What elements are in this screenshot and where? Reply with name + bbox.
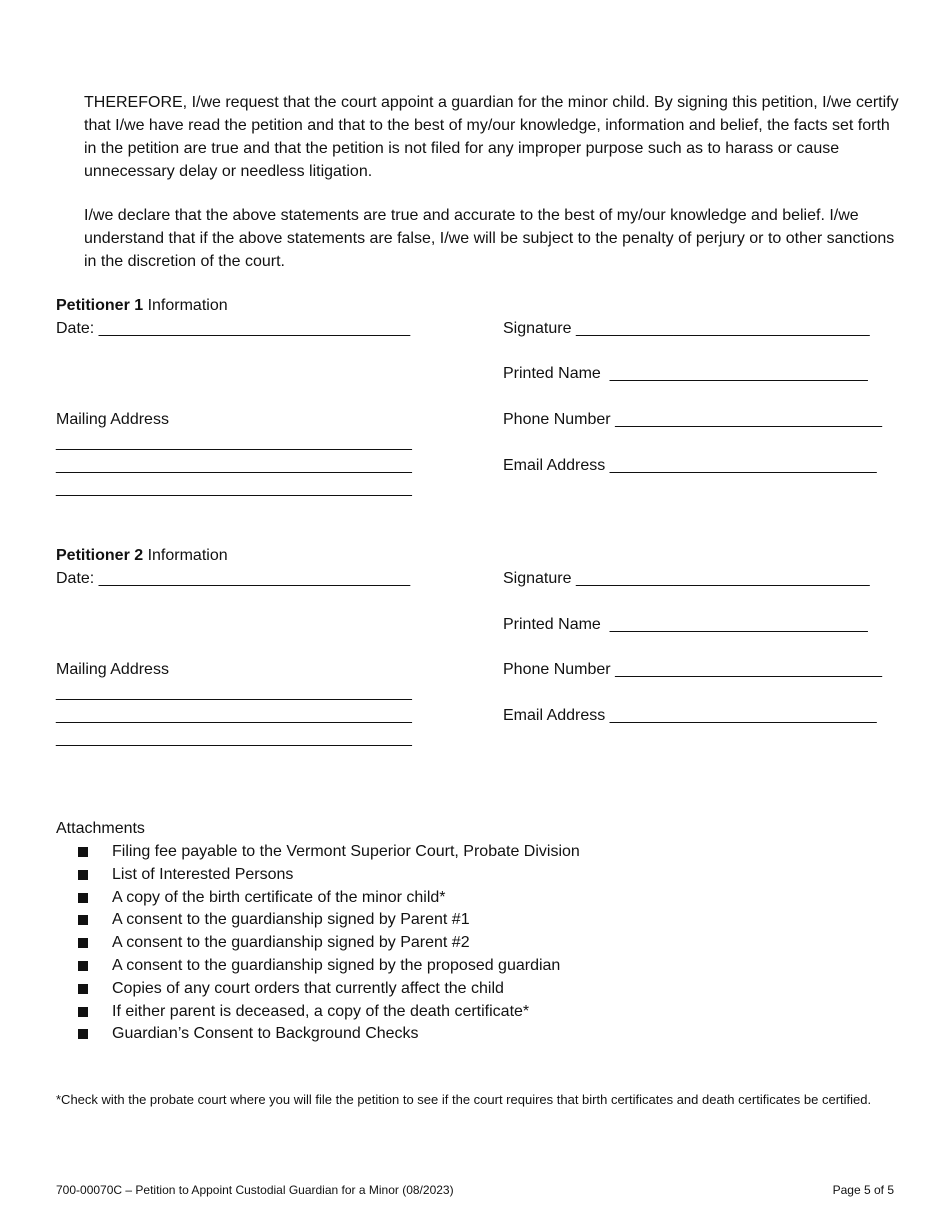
list-item	[78, 842, 580, 865]
list-item	[78, 910, 580, 933]
square-bullet-icon	[78, 1007, 88, 1017]
list-item	[78, 1024, 580, 1047]
petitioner-2-address-line-3[interactable]: ________________________________________	[56, 730, 412, 747]
square-bullet-icon	[78, 915, 88, 925]
square-bullet-icon	[78, 984, 88, 994]
petitioner-2-title-suffix: Information	[143, 547, 228, 564]
petitioner-1-email-field[interactable]: Email Address ______________________________	[503, 457, 877, 474]
list-item	[78, 979, 580, 1002]
declaration-paragraph: I/we declare that the above statements are true and accurate to the best of my/our knowledge and belief. I/we understand that if the above statements are false, I/we will be subject to the penalty of perjury or to other sanctions in the discretion of the court.	[84, 207, 895, 270]
list-item	[78, 888, 580, 911]
petitioner-1-address-line-1[interactable]: ________________________________________	[56, 434, 412, 451]
square-bullet-icon	[78, 1029, 88, 1039]
petitioner-1-address-line-2[interactable]: ________________________________________	[56, 457, 412, 474]
petitioner-1-printed-name-field[interactable]: Printed Name _____________________________	[503, 365, 868, 382]
petitioner-2-phone-field[interactable]: Phone Number ______________________________	[503, 661, 883, 678]
petitioner-1-phone-field[interactable]: Phone Number ______________________________	[503, 411, 883, 428]
certification-footnote: *Check with the probate court where you will file the petition to see if the court requires that birth certificates and death certificates be certified.	[56, 1092, 872, 1107]
attachment-label: A copy of the birth certificate of the minor child*	[112, 888, 446, 906]
attachment-label: A consent to the guardianship signed by Parent #1	[112, 911, 470, 929]
therefore-paragraph: THEREFORE, I/we request that the court appoint a guardian for the minor child. By signing this petition, I/we certify that I/we have read the petition and that to the best of my/our knowledge, information and belief, the facts set forth in the petition are true and that the petition is not filed for any improper purpose such as to harass or cause unnecessary delay or needless litigation.	[84, 94, 899, 180]
petitioner-2-date-field[interactable]: Date: ___________________________________	[56, 570, 411, 587]
petitioner-1-address-line-3[interactable]: ________________________________________	[56, 480, 412, 497]
petitioner-1-signature-field[interactable]: Signature _________________________________	[503, 320, 870, 337]
attachment-label: A consent to the guardianship signed by Parent #2	[112, 934, 470, 952]
petitioner-2-signature-field[interactable]: Signature _________________________________	[503, 570, 870, 587]
square-bullet-icon	[78, 893, 88, 903]
list-item	[78, 1002, 580, 1025]
petitioner-2-title: Petitioner 2	[56, 547, 144, 564]
page-number: Page 5 of 5	[832, 1183, 894, 1197]
petitioner-2-heading	[56, 546, 228, 566]
attachment-label: Guardian’s Consent to Background Checks	[112, 1025, 419, 1043]
list-item	[78, 956, 580, 979]
attachment-label: Filing fee payable to the Vermont Superior Court, Probate Division	[112, 843, 580, 860]
square-bullet-icon	[78, 961, 88, 971]
petitioner-1-date-field[interactable]: Date: ___________________________________	[56, 320, 411, 337]
petitioner-2-email-field[interactable]: Email Address ______________________________	[503, 707, 877, 724]
petitioner-2-printed-name-field[interactable]: Printed Name _____________________________	[503, 616, 868, 633]
attachment-label: A consent to the guardianship signed by the proposed guardian	[112, 956, 561, 974]
list-item	[78, 933, 580, 956]
square-bullet-icon	[78, 847, 88, 857]
form-identifier: 700-00070C – Petition to Appoint Custodial Guardian for a Minor (08/2023)	[56, 1183, 454, 1197]
square-bullet-icon	[78, 870, 88, 880]
list-item	[78, 865, 580, 888]
attachments-list	[78, 842, 580, 1047]
petitioner-1-heading	[56, 296, 228, 316]
petitioner-2-address-line-2[interactable]: ________________________________________	[56, 707, 412, 724]
attachment-label: Copies of any court orders that currently affect the child	[112, 979, 504, 997]
petitioner-1-title: Petitioner 1	[56, 297, 144, 314]
attachment-label: List of Interested Persons	[112, 865, 294, 883]
attachments-heading: Attachments	[56, 820, 145, 837]
attachment-label: If either parent is deceased, a copy of the death certificate*	[112, 1002, 530, 1020]
square-bullet-icon	[78, 938, 88, 948]
petitioner-2-address-line-1[interactable]: ________________________________________	[56, 684, 412, 701]
petitioner-1-title-suffix: Information	[143, 297, 228, 314]
petitioner-2-mailing-label: Mailing Address	[56, 661, 169, 678]
petitioner-1-mailing-label: Mailing Address	[56, 411, 169, 428]
